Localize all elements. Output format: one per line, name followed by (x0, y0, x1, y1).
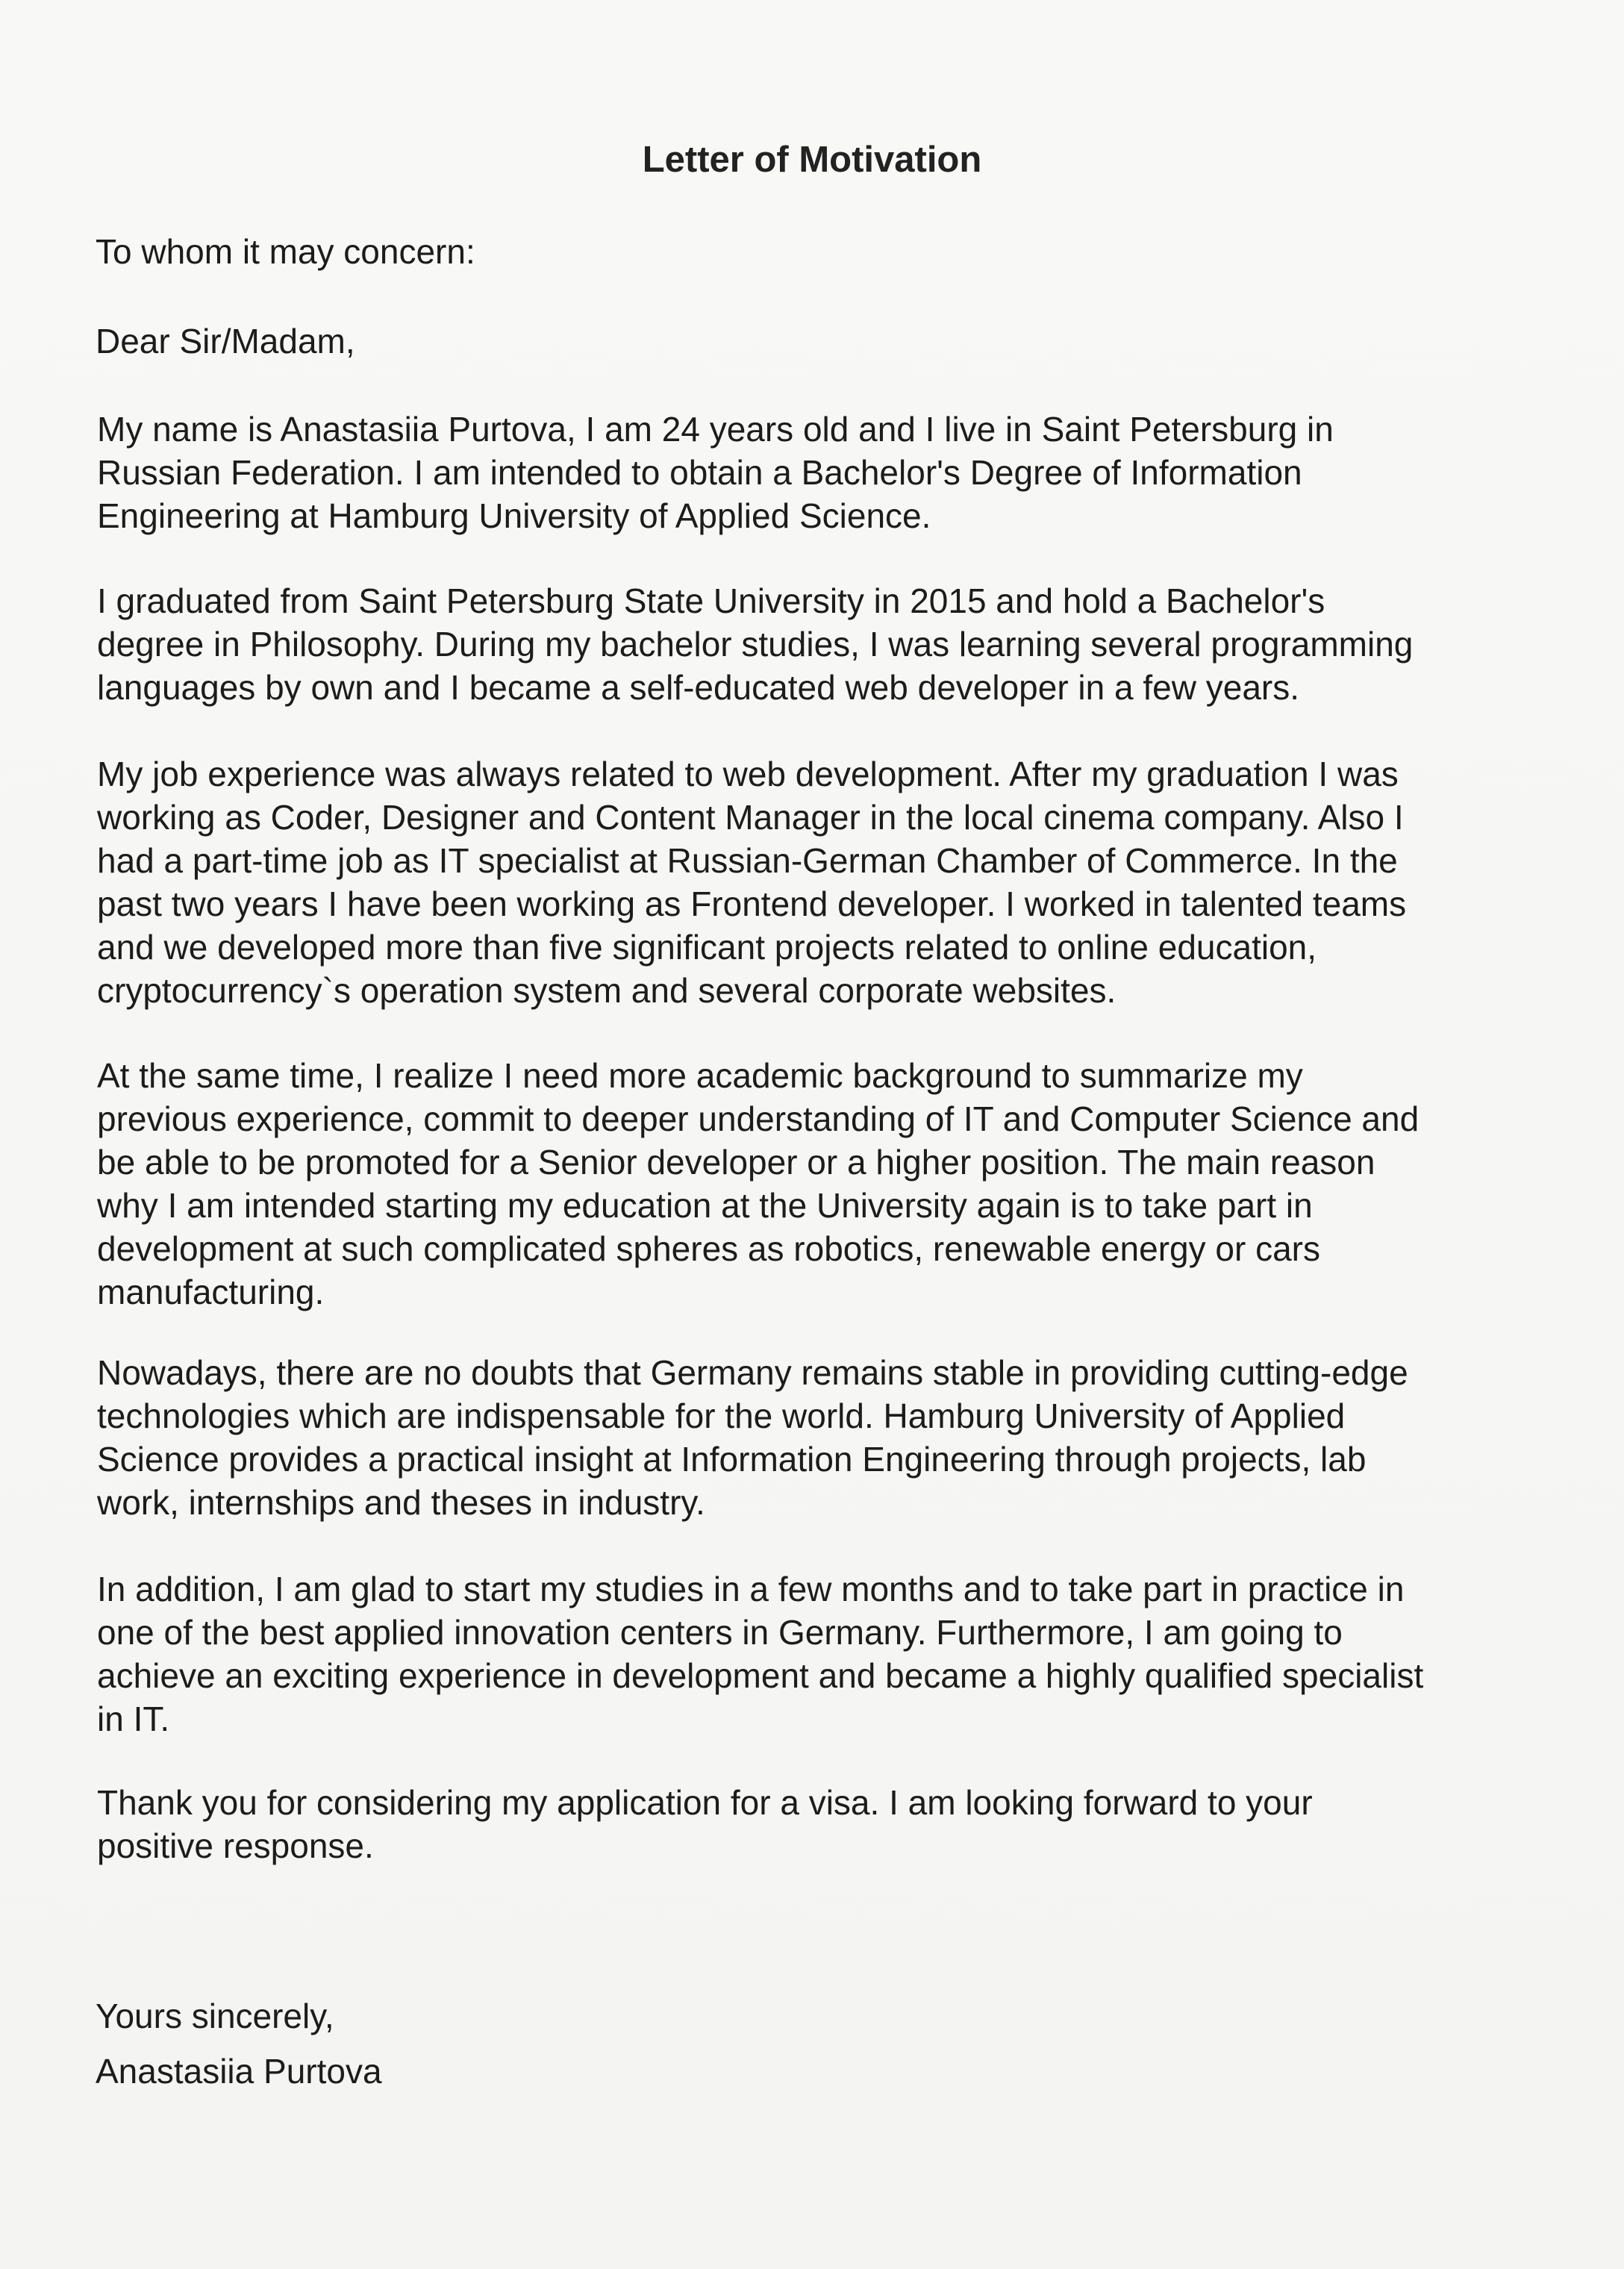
paragraph-line: Engineering at Hamburg University of Applied Science. (97, 496, 931, 535)
paragraph-line: positive response. (97, 1826, 374, 1865)
paragraph-line: be able to be promoted for a Senior developer or a higher position. The main reason (97, 1143, 1375, 1182)
paragraph-motivation (97, 1054, 1530, 1314)
paragraph-line: At the same time, I realize I need more academic background to summarize my (97, 1056, 1303, 1095)
paragraph-line: My name is Anastasiia Purtova, I am 24 years old and I live in Saint Petersburg in (97, 410, 1334, 449)
paragraph-germany (97, 1351, 1530, 1524)
closing: Yours sincerely, (96, 1997, 334, 2035)
paragraph-line: Science provides a practical insight at Information Engineering through projects, lab (97, 1440, 1367, 1479)
paragraph-thanks (97, 1781, 1530, 1867)
paragraph-addition (97, 1567, 1530, 1741)
paragraph-line: Nowadays, there are no doubts that Germany remains stable in providing cutting-edge (97, 1353, 1408, 1392)
paragraph-line: past two years I have been working as Frontend developer. I worked in talented teams (97, 884, 1407, 923)
paragraph-line: development at such complicated spheres as robotics, renewable energy or cars (97, 1229, 1320, 1268)
paragraph-line: I graduated from Saint Petersburg State University in 2015 and hold a Bachelor's (97, 581, 1325, 620)
paragraph-line: My job experience was always related to web development. After my graduation I was (97, 755, 1399, 793)
greeting: Dear Sir/Madam, (96, 322, 355, 361)
signature-name: Anastasiia Purtova (96, 2052, 382, 2091)
paragraph-line: why I am intended starting my education at the University again is to take part in (97, 1186, 1313, 1225)
paragraph-line: degree in Philosophy. During my bachelor studies, I was learning several programming (97, 625, 1414, 664)
paragraph-line: one of the best applied innovation centers in Germany. Furthermore, I am going to (97, 1613, 1343, 1652)
paragraph-line: previous experience, commit to deeper understanding of IT and Computer Science and (97, 1099, 1420, 1138)
paragraph-line: technologies which are indispensable for the world. Hamburg University of Applied (97, 1396, 1346, 1435)
paragraph-education (97, 579, 1530, 709)
paragraph-line: achieve an exciting experience in development and became a highly qualified specialist (97, 1656, 1424, 1695)
letter-title: Letter of Motivation (642, 140, 982, 180)
paragraph-line: manufacturing. (97, 1273, 325, 1311)
paragraph-line: Russian Federation. I am intended to obtain a Bachelor's Degree of Information (97, 453, 1302, 492)
paragraph-line: work, internships and theses in industry. (97, 1483, 705, 1522)
paragraph-line: languages by own and I became a self-educated web developer in a few years. (97, 668, 1300, 707)
paragraph-line: and we developed more than five significant projects related to online education, (97, 928, 1317, 967)
paragraph-line: working as Coder, Designer and Content Manager in the local cinema company. Also I (97, 798, 1404, 837)
paragraph-line: Thank you for considering my application for a visa. I am looking forward to your (97, 1783, 1313, 1822)
paragraph-job-experience (97, 752, 1530, 1012)
paragraph-introduction (97, 408, 1530, 537)
paragraph-line: cryptocurrency`s operation system and several corporate websites. (97, 971, 1116, 1010)
salutation-to: To whom it may concern: (96, 232, 475, 271)
paragraph-line: had a part-time job as IT specialist at Russian-German Chamber of Commerce. In the (97, 841, 1398, 880)
paragraph-line: in IT. (97, 1700, 170, 1738)
paragraph-line: In addition, I am glad to start my studies in a few months and to take part in practice in (97, 1570, 1405, 1608)
